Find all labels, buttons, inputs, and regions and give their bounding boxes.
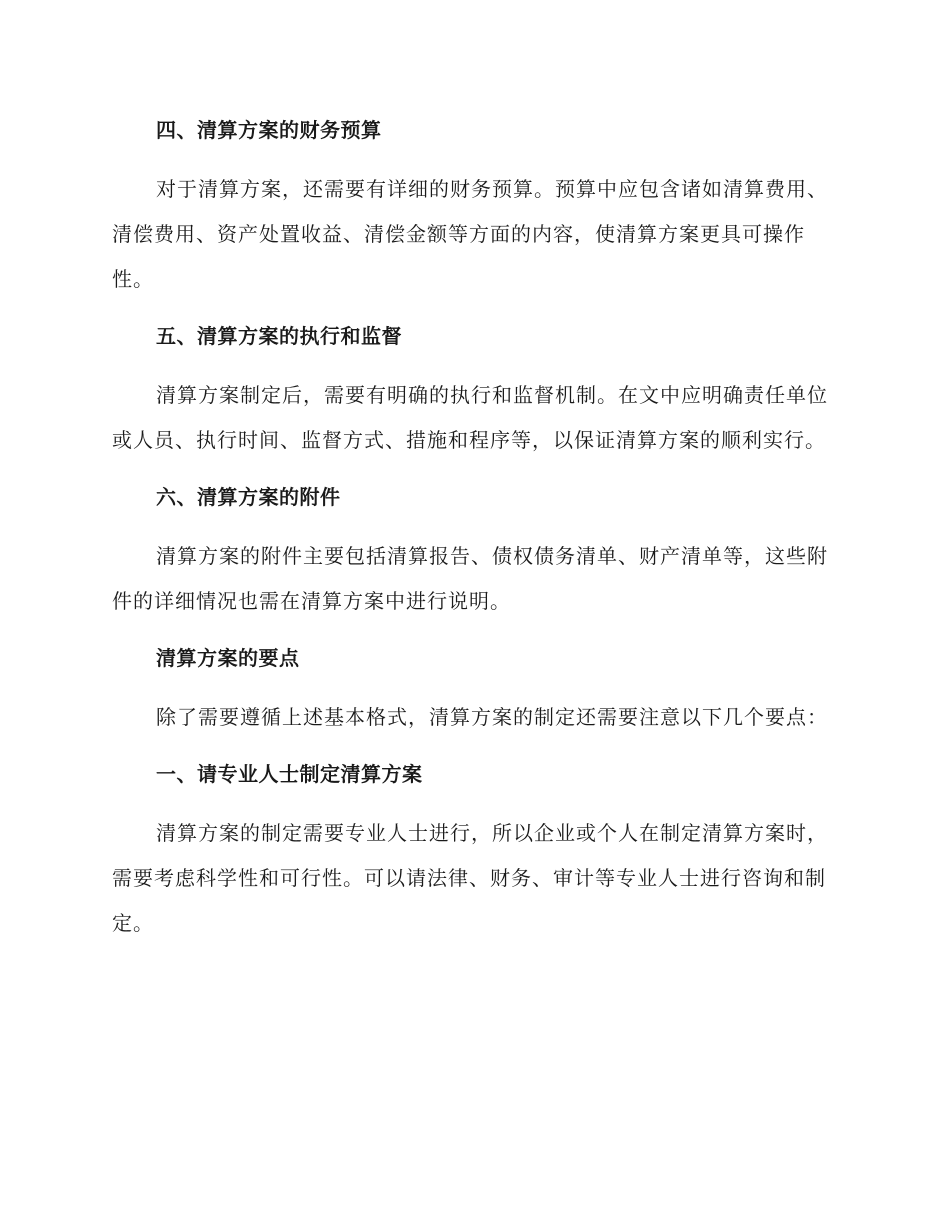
section-heading-execution-supervision: 五、清算方案的执行和监督 [156,324,402,348]
section-body-key-points: 除了需要遵循上述基本格式，清算方案的制定还需要注意以下几个要点： [156,705,828,729]
section-heading-attachments: 六、清算方案的附件 [156,485,341,509]
section-heading-key-points: 清算方案的要点 [156,646,300,670]
document-page [112,108,832,946]
section-body-professionals: 清算方案的制定需要专业人士进行，所以企业或个人在制定清算方案时，需要考虑科学性和可行性。可以请法律、财务、审计等专业人士进行咨询和制定。 [112,821,828,935]
section-body-attachments: 清算方案的附件主要包括清算报告、债权债务清单、财产清单等，这些附件的详细情况也需在清算方案中进行说明。 [112,544,828,613]
section-body-financial-budget: 对于清算方案，还需要有详细的财务预算。预算中应包含诸如清算费用、清偿费用、资产处置收益、清偿金额等方面的内容，使清算方案更具可操作性。 [112,177,828,291]
section-body-execution-supervision: 清算方案制定后，需要有明确的执行和监督机制。在文中应明确责任单位或人员、执行时间、监督方式、措施和程序等，以保证清算方案的顺利实行。 [112,383,828,452]
section-heading-professionals: 一、请专业人士制定清算方案 [156,762,423,786]
section-heading-financial-budget: 四、清算方案的财务预算 [156,118,382,142]
